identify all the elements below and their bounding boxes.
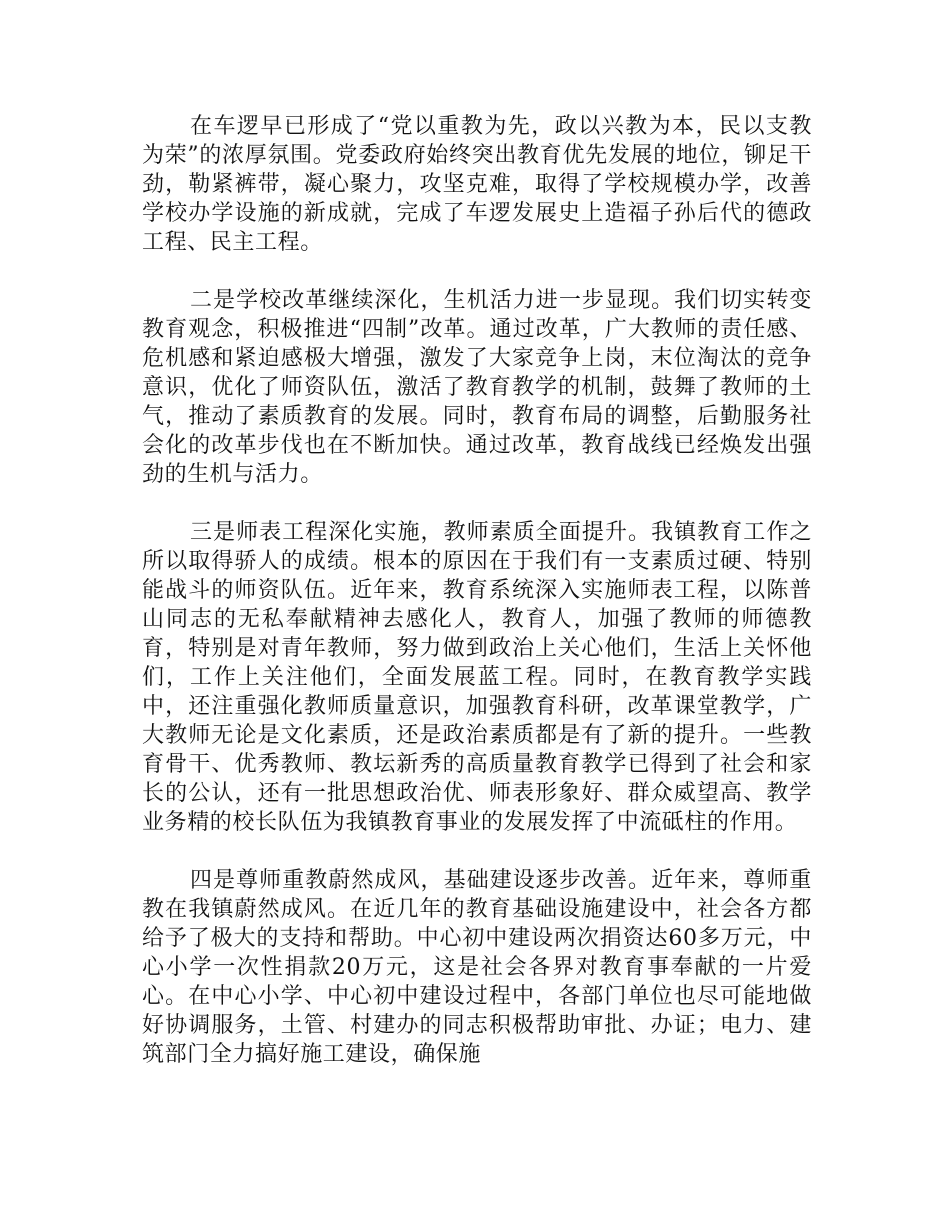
document-page — [142, 112, 812, 1069]
paragraph-3: 三是师表工程深化实施，教师素质全面提升。我镇教育工作之所以取得骄人的成绩。根本的原因在于我们有一支素质过硬、特别能战斗的师资队伍。近年来，教育系统深入实施师表工程，以陈普山同志的无私奉献精神去感化人，教育人，加强了教师的师德教育，特别是对青年教师，努力做到政治上关心他们，生活上关怀他们，工作上关注他们，全面发展蓝工程。同时，在教育教学实践中，还注重强化教师质量意识，加强教育科研，改革课堂教学，广大教师无论是文化素质，还是政治素质都是有了新的提升。一些教育骨干、优秀教师、教坛新秀的高质量教育教学已得到了社会和家长的公认，还有一批思想政治优、师表形象好、群众威望高、教学业务精的校长队伍为我镇教育事业的发展发挥了中流砥柱的作用。 — [142, 520, 812, 835]
paragraph-2: 二是学校改革继续深化，生机活力进一步显现。我们切实转变教育观念，积极推进“四制”改革。通过改革，广大教师的责任感、危机感和紧迫感极大增强，激发了大家竞争上岗，末位淘汰的竞争意识，优化了师资队伍，激活了教育教学的机制，鼓舞了教师的土气，推动了素质教育的发展。同时，教育布局的调整，后勤服务社会化的改革步伐也在不断加快。通过改革，教育战线已经焕发出强劲的生机与活力。 — [142, 288, 812, 487]
paragraph-4: 四是尊师重教蔚然成风，基础建设逐步改善。近年来，尊师重教在我镇蔚然成风。在近几年的教育基础设施建设中，社会各方都给予了极大的支持和帮助。中心初中建设两次捐资达60多万元，中心小学一次性捐款20万元，这是社会各界对教育事奉献的一片爱心。在中心小学、中心初中建设过程中，各部门单位也尽可能地做好协调服务，土管、村建办的同志积极帮助审批、办证；电力、建筑部门全力搞好施工建设，确保施 — [142, 868, 812, 1067]
paragraph-1: 在车逻早已形成了“党以重教为先，政以兴教为本，民以支教为荣”的浓厚氛围。党委政府始终突出教育优先发展的地位，铆足干劲，勒紧裤带，凝心聚力，攻坚克难，取得了学校规模办学，改善学校办学设施的新成就，完成了车逻发展史上造福子孙后代的德政工程、民主工程。 — [142, 114, 812, 255]
